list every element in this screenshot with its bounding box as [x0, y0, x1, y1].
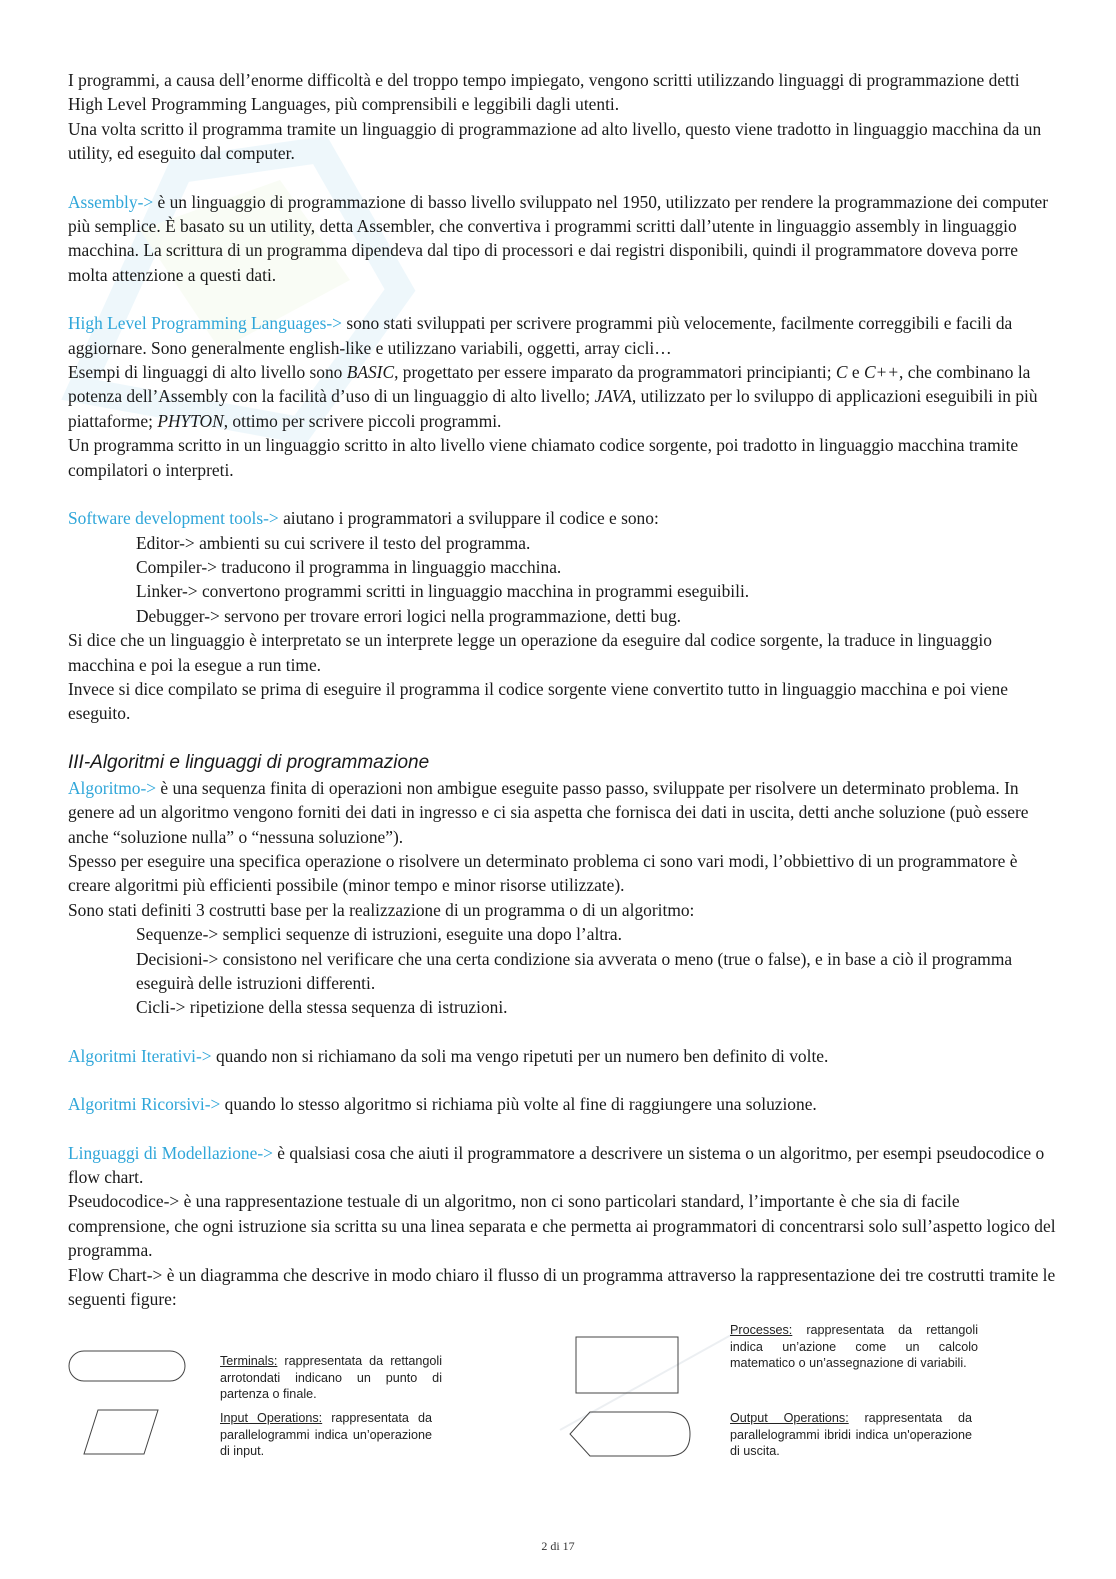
output-text: rappresentata da parallelogrammi ibridi indica un'operazione di uscita.	[730, 1411, 972, 1458]
algorithm-paragraph-3: Sono stati definiti 3 costrutti base per la realizzazione di un programma o di un algoritmo:	[68, 899, 695, 920]
hll-paragraph	[68, 311, 1058, 360]
modelling-text: è qualsiasi cosa che aiuti il programmatore a descrivere un sistema o un algoritmo, per esempi pseudocodice o flow chart.	[68, 1142, 1045, 1188]
basic-name: BASIC	[346, 362, 395, 383]
examples-text: , che combinano la potenza dell’Assembly con la facilità d’uso di un linguaggio di alto livello;	[68, 362, 1031, 407]
input-label: Input Operations:	[220, 1411, 323, 1425]
input-shape-icon	[82, 1408, 160, 1456]
iterative-paragraph	[68, 1044, 1058, 1068]
main-text	[68, 68, 1058, 1311]
c-name: C	[835, 362, 848, 383]
assembly-paragraph	[68, 190, 1058, 288]
terminals-text: rappresentata da rettangoli arrotondati indicano un punto di partenza o finale.	[220, 1354, 442, 1401]
recursive-text: quando lo stesso algoritmo si richiama più volte al fine di raggiungere una soluzione.	[220, 1094, 817, 1115]
output-label: Output Operations:	[730, 1411, 849, 1425]
construct-item: Decisioni-> consistono nel verificare che una certa condizione sia avverata o meno (true o false), e in base a ciò il programma eseguirà delle istruzioni differenti.	[136, 948, 1013, 993]
compiled-paragraph: Invece si dice compilato se prima di eseguire il programma il codice sorgente viene convertito tutto in linguaggio macchina e poi viene eseguito.	[68, 678, 1008, 724]
algorithm-paragraph	[68, 776, 1058, 849]
pseudocode-paragraph: Pseudocodice-> è una rappresentazione testuale di un algoritmo, non ci sono particolari standard, l’importante è che sia di facile comprensione, che ogni istruzione sia scritta su una linea separata e che permetta ai programmatori di concentrarsi solo sull’aspetto logico del programma.	[68, 1191, 1056, 1261]
tool-item: Debugger-> servono per trovare errori logici nella programmazione, detti bug.	[136, 605, 681, 626]
processes-label: Processes:	[730, 1323, 793, 1337]
hll-text: sono stati sviluppati per scrivere programmi più velocemente, facilmente correggibili e facili da aggiornare. Sono generalmente english-like e utilizzano variabili, oggetti, array cicli…	[68, 313, 1013, 358]
terminals-label: Terminals:	[220, 1354, 278, 1368]
iterative-term: Algoritmi Iterativi->	[68, 1045, 212, 1066]
algorithm-paragraph-2: Spesso per eseguire una specifica operazione o risolvere un determinato problema ci sono vari modi, l’obbiettivo di un programmatore è creare algoritmi più efficienti possibile (minor tempo e minor risorse utilizzate).	[68, 850, 1018, 896]
algorithm-text: è una sequenza finita di operazioni non ambigue eseguite passo passo, sviluppate per risolvere un determinato problema. In genere ad un algoritmo vengono forniti dei dati in ingresso e ci sia aspetta che fornisca dei dati in uscita, detti anche soluzione (può essere anche “soluzione nulla” o “nessuna soluzione”).	[68, 777, 1029, 847]
flowchart-figures	[60, 1320, 1060, 1490]
intro-paragraph-2: Una volta scritto il programma tramite un linguaggio di programmazione ad alto livello, questo viene tradotto in linguaggio macchina da un utility, ed eseguito dal computer.	[68, 118, 1042, 164]
tool-item: Linker-> convertono programmi scritti in linguaggio macchina in programmi eseguibili.	[136, 581, 750, 602]
examples-text: , ottimo per scrivere piccoli programmi.	[223, 410, 502, 431]
processes-caption	[730, 1322, 978, 1372]
section-title: III-Algoritmi e linguaggi di programmazione	[68, 751, 430, 773]
flowchart-paragraph: Flow Chart-> è un diagramma che descrive in modo chiaro il flusso di un programma attraverso la rappresentazione dei tre costrutti tramite le seguenti figure:	[68, 1264, 1056, 1310]
construct-item: Cicli-> ripetizione della stessa sequenza di istruzioni.	[136, 997, 508, 1018]
algorithm-term: Algoritmo->	[68, 777, 157, 798]
hll-term: High Level Programming Languages->	[68, 313, 342, 334]
tool-item: Editor-> ambienti su cui scrivere il testo del programma.	[136, 532, 531, 553]
sdt-paragraph	[68, 506, 1058, 530]
input-caption	[220, 1410, 432, 1460]
assembly-term: Assembly->	[68, 191, 154, 212]
cpp-name: C++	[863, 362, 900, 383]
assembly-text: è un linguaggio di programmazione di basso livello sviluppato nel 1950, utilizzato per rendere la programmazione dei computer più semplice. È basato su un utility, detta Assembler, che convertiva i programmi scritti dall’utente in linguaggio assembly in linguaggio macchina. La scrittura di un programma dipendeva dal tipo di processori e dai registri disponibili, quindi il programmatore doveva porre molta attenzione a questi dati.	[68, 191, 1049, 285]
modelling-paragraph	[68, 1141, 1058, 1190]
output-caption	[730, 1410, 972, 1460]
sdt-term: Software development tools->	[68, 508, 279, 529]
input-text: rappresentata da parallelogrammi indica un’operazione di input.	[220, 1411, 432, 1458]
iterative-text: quando non si richiamano da soli ma vengo ripetuti per un numero ben definito di volte.	[211, 1045, 829, 1066]
source-code-paragraph: Un programma scritto in un linguaggio scritto in alto livello viene chiamato codice sorgente, poi tradotto in linguaggio macchina tramite compilatori o interpreti.	[68, 435, 1019, 480]
examples-paragraph	[68, 360, 1058, 433]
modelling-term: Linguaggi di Modellazione->	[68, 1142, 273, 1163]
java-name: JAVA	[594, 386, 632, 407]
processes-text: rappresentata da rettangoli indica un’azione come un calcolo matematico o un’assegnazione di variabili.	[730, 1323, 978, 1370]
tool-item: Compiler-> traducono il programma in linguaggio macchina.	[136, 556, 562, 577]
examples-text: Esempi di linguaggi di alto livello sono	[68, 362, 347, 383]
examples-text: , utilizzato per lo sviluppo di applicazioni eseguibili in più piattaforme;	[68, 386, 1038, 431]
sdt-text: aiutano i programmatori a sviluppare il codice e sono:	[278, 508, 659, 529]
output-shape-icon	[568, 1410, 694, 1458]
process-shape-icon	[575, 1336, 681, 1396]
page-number: 2 di 17	[541, 1539, 575, 1553]
examples-text: e	[847, 362, 864, 383]
examples-text: , progettato per essere imparato da programmatori principianti;	[394, 362, 836, 383]
intro-paragraph: I programmi, a causa dell’enorme difficoltà e del troppo tempo impiegato, vengono scritti utilizzando linguaggi di programmazione detti High Level Programming Languages, più comprensibili e leggibili dagli utenti.	[68, 70, 1020, 115]
construct-item: Sequenze-> semplici sequenze di istruzioni, eseguite una dopo l’altra.	[136, 924, 622, 945]
recursive-term: Algoritmi Ricorsivi->	[68, 1094, 221, 1115]
terminals-caption	[220, 1353, 442, 1403]
phyton-name: PHYTON	[157, 410, 224, 431]
interpreted-paragraph: Si dice che un linguaggio è interpretato se un interprete legge un operazione da eseguire dal codice sorgente, la traduce in linguaggio macchina e poi la esegue a run time.	[68, 630, 992, 675]
terminal-shape-icon	[68, 1350, 188, 1384]
recursive-paragraph	[68, 1092, 1058, 1116]
